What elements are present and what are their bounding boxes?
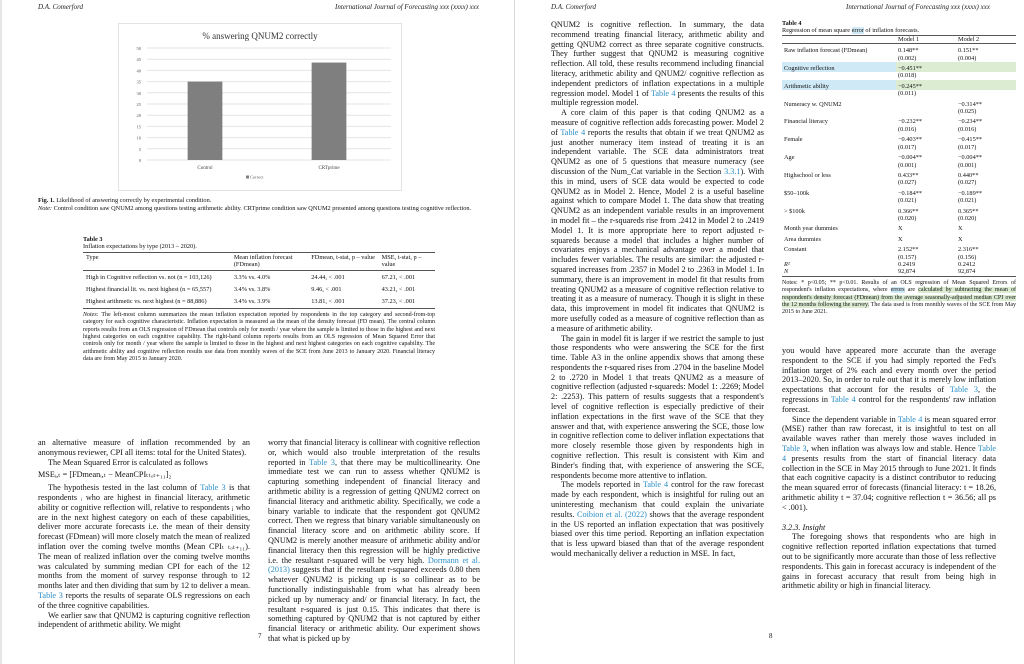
paragraph: The hypothesis tested in the last column of Table 3 is that respondents ᵢ who are highest in financial literacy, arithmetic ability or cognitive reflection will, relative to respondents ⱼ who are in the next highest category on each of these capabilities, deliver more accurate forecasts i.e. the mean of their density forecast (FDmean) will more closely match the mean of realized inflation over the coming twelve months (Mean CPIₜ ₜₒₜ₊₁₁). The mean of realized inflation over the coming twelve months was calculated by summing median CPI for each of the 12 months from the moment of survey response through to 12 months later and then dividing that sum by 12 to deliver a mean. Table 3 reports the results of separate OLS regressions on each of the three cognitive capabilities.	[38, 483, 250, 610]
table-row	[782, 187, 1016, 197]
model-1-se: (0.011)	[898, 90, 917, 98]
section-link[interactable]: 3.3.1	[724, 166, 741, 176]
model-2-coef: −0.234**	[958, 118, 983, 126]
highlighted-word: errors	[890, 287, 905, 294]
table-row-se	[782, 254, 1016, 261]
row-label	[782, 162, 896, 169]
table-row	[782, 233, 1016, 243]
bar-control	[188, 82, 223, 160]
model-2-se	[956, 90, 1016, 97]
row-label: Financial literacy	[784, 118, 828, 126]
table-row-se	[782, 126, 1016, 133]
legend-swatch	[246, 176, 249, 179]
model-1-se: (0.001)	[898, 161, 917, 169]
row-label	[782, 126, 896, 133]
table-3-header: FDmean, t-stat, p – value	[311, 253, 375, 261]
model-2-se: (0.017)	[958, 143, 977, 151]
table-row	[782, 115, 1016, 125]
x-tick-label: Control	[197, 166, 213, 171]
row-label: $50–100k	[784, 189, 810, 197]
chart-title: % answering QNUM2 correctly	[202, 31, 318, 41]
table-4-link[interactable]: Table 4	[650, 88, 676, 98]
table-row	[83, 270, 435, 283]
model-2-se: (0.156)	[958, 253, 977, 261]
table-row	[782, 222, 1016, 232]
row-label: > $100k	[784, 207, 805, 215]
row-label: Highschool or less	[784, 171, 831, 179]
model-1-se: (0.020)	[898, 214, 917, 222]
model-2-coef: −0.415**	[958, 136, 983, 144]
table-row	[782, 151, 1016, 161]
table-row	[782, 44, 1016, 55]
table-3	[83, 236, 435, 364]
model-2-se: (0.021)	[958, 197, 977, 205]
figure-1-caption	[38, 197, 478, 212]
table-3-header: Mean inflation forecast (FDmean)	[233, 253, 293, 269]
model-1-se: (0.016)	[898, 125, 917, 133]
row-label	[782, 179, 896, 186]
coibion-citation-link[interactable]: Coibion et al. (2022)	[577, 509, 647, 519]
table-4-grid	[782, 35, 1016, 277]
table-row-se	[782, 179, 1016, 186]
table-row	[782, 243, 1016, 253]
table-4-header	[782, 35, 896, 43]
running-head-journal: International Journal of Forecasting xxx (xxxx) xxx	[335, 3, 479, 11]
y-tick-label: 10	[136, 135, 141, 141]
model-2-se: (0.001)	[958, 161, 977, 169]
n-row	[782, 268, 1016, 276]
model-1-n: 92,874	[898, 268, 916, 276]
table-4-title: Table 4	[782, 20, 802, 27]
table-row-se	[782, 55, 1016, 62]
table-cell: 13.81, < .001	[311, 298, 345, 306]
bar-chart	[119, 24, 401, 190]
table-4-link[interactable]: Table 4	[642, 480, 669, 490]
page-7-column-2	[268, 438, 480, 644]
figure-note: Control condition saw QNUM2 among questions testing arithmetic ability. CRTprime condition saw QNUM2 presented among questions testing cognitive reflection.	[53, 204, 472, 212]
model-2-coef: 0.365**	[958, 207, 979, 215]
model-2-coef: −0.004**	[958, 154, 983, 162]
table-cell: 37.23, < .001	[381, 298, 416, 306]
notes-text: The left-most column summarizes the mean inflation expectation reported by respondents in the top category and second-from-top category for each cognitive characteristic. Inflation expectation is measured as the mean of the density forecast (FD mean). The central column reports results from an OLS regression of FDmean that controls only for month / year where the sample is limited to those in the highest and next highest categories on each cognitive capability. The right-hand column reports results from an OLS regression of Mean Squared Error that controls only for month / year where the sample is limited to those in the highest and next highest categories on each cognitive capability. The arithmetic ability and cognitive reflection results use data from monthly waves of the SCE from June 2013 to January 2020. Financial literacy data are from May 2015 to January 2020.	[83, 311, 435, 363]
model-1-coef: 2.152**	[898, 246, 919, 254]
model-1-r2: 0.2419	[898, 260, 916, 268]
model-2-se: (0.004)	[958, 54, 977, 62]
table-4-header: Model 1	[898, 35, 920, 43]
table-4-subtitle: Regression of mean square error of inflation forecasts.	[782, 27, 920, 35]
table-row-se	[782, 72, 1016, 79]
model-1-coef: −0.245**	[896, 80, 956, 90]
row-label	[782, 55, 896, 62]
row-label: Age	[784, 154, 795, 162]
model-1-coef: X	[898, 235, 903, 243]
model-2-se: (0.016)	[958, 125, 977, 133]
table-cell: 3.3% vs. 4.0%	[233, 273, 271, 281]
model-2-n: 92,874	[958, 268, 976, 276]
section-heading: 3.2.3. Insight	[782, 522, 826, 532]
paragraph: We earlier saw that QNUM2 is capturing cognitive reflection independent of arithmetic ability. We might	[38, 610, 250, 630]
y-tick-label: 50	[136, 46, 141, 51]
model-2-se: (0.020)	[958, 214, 977, 222]
table-row	[83, 283, 435, 295]
figure-1-chart	[118, 23, 402, 191]
row-label: R²	[784, 260, 790, 268]
table-4-link[interactable]: Table 4	[782, 443, 996, 463]
legend-label: Correct	[250, 174, 264, 180]
table-row	[782, 169, 1016, 179]
y-tick-label: 40	[136, 68, 141, 74]
page-number: 8	[769, 632, 773, 640]
row-label: N	[784, 268, 789, 276]
table-row	[782, 133, 1016, 143]
row-label: Constant	[784, 246, 807, 254]
y-tick-label: 0	[138, 158, 141, 163]
highlighted-sentence: calculated by subtracting the mean of respondent's density forecast (FDmean) from the average seasonally-adjusted median CPI over the 12 months following the survey.	[782, 287, 1017, 308]
table-row-se	[782, 90, 1016, 97]
table-3-notes	[83, 312, 435, 364]
page-7-column-1	[38, 438, 250, 630]
table-row-se	[782, 215, 1016, 222]
paragraph: A core claim of this paper is that coding QNUM2 as a measure of cognitive reflection adds forecasting power. Model 2 of Table 4 reports the results that obtain if we treat QNUM2 as just another numeracy item instead of treating it is an independent variable. The SCE data administrators treat QNUM2 as one of 5 questions that measure numeracy (see discussion of the Num_Cat variable in the Section 3.3.1). With this in mind, users of SCE data would be expected to code QNUM2 as in Model 2. Hence, Model 2 is a useful baseline against which to compare Model 1. The data show that treating QNUM2 as an independent variable results in an improvement in model fit – the r-squareds rise from .2412 in Model 2 to .2419 Model 1. It is more appropriate here to report adjusted r-squareds because a model that includes a higher number of covariates enjoys a mechanical advantage over a model that includes fewer variables. The results are similar: the adjusted r-squared increases from .2357 in Model 2 to .2363 in Model 1. In summary, there is an improvement in model fit that results from treating QNUM2 as a measure of cognitive reflection relative to treating it as a measure of numeracy. Though it is slight in these data, this improvement in model fit indicates that QNUM2 is more usefully coded as a measure of cognitive reflection than as a measure of arithmetic ability.	[551, 108, 764, 333]
table-row-se	[782, 108, 1016, 115]
y-tick-label: 45	[136, 57, 141, 63]
model-1-se: (0.157)	[898, 253, 917, 261]
table-3-link[interactable]: Table 3	[309, 457, 336, 467]
dormann-citation-link[interactable]: Dormann et al. (2013)	[268, 555, 480, 575]
y-tick-label: 30	[136, 90, 141, 96]
page-8-column-2	[782, 346, 996, 591]
table-3-link[interactable]: Table 3	[38, 590, 63, 600]
paragraph: you would have appeared more accurate than the average respondent to the SCE if you had simply reported the Fed's inflation target of 2% each and every month over the period 2013–2020. So, in order to rule out that it is merely low inflation expectations that account for the results of Table 3, the regressions in Table 4 control for the respondents' raw inflation forecast.	[782, 346, 996, 414]
table-4-header: Model 2	[958, 35, 980, 43]
model-2-coef: 2.316**	[958, 246, 979, 254]
table-row	[83, 295, 435, 308]
table-cell: High in Cognitive reflection vs. not (n = 103,126)	[86, 273, 212, 281]
running-head-author: D.A. Comerford	[551, 3, 597, 11]
page-number: 7	[258, 632, 262, 640]
table-3-link[interactable]: Table 3	[200, 483, 226, 493]
model-1-coef: X	[898, 225, 903, 233]
row-label	[782, 197, 896, 204]
row-label: Area dummies	[784, 235, 821, 243]
model-1-coef: −0.451**	[896, 62, 956, 72]
y-tick-label: 20	[136, 113, 141, 119]
model-2-coef: −0.189**	[958, 189, 983, 197]
model-2-coef: −0.314**	[958, 100, 983, 108]
model-1-coef: −0.403**	[898, 136, 923, 144]
table-3-subtitle: Inflation expectations by type (2013 – 2020).	[83, 243, 197, 251]
model-1-coef: 0.366**	[898, 207, 919, 215]
running-head-author: D.A. Comerford	[38, 3, 84, 11]
table-cell: Highest arithmetic vs. next highest (n = 88,886)	[86, 298, 207, 306]
table-3-title: Table 3	[83, 236, 103, 243]
model-1-coef: 0.433**	[898, 171, 919, 179]
model-2-coef: 0.151**	[958, 47, 979, 55]
paragraph: The foregoing shows that respondents who are high in cognitive reflection reported inflation expectations that turned out to be significantly more accurate than those of less reflective respondents. This gain in forecast accuracy is independent of the gains in forecast accuracy that result from being high in arithmetic ability or high in financial literacy.	[782, 532, 996, 591]
table-cell: 9.46, < .001	[311, 286, 342, 294]
model-1-coef	[896, 98, 956, 108]
model-1-coef: −0.184**	[898, 189, 923, 197]
row-label	[782, 72, 896, 79]
model-1-coef: −0.232**	[898, 118, 923, 126]
running-head-journal: International Journal of Forecasting xxx (xxxx) xxx	[846, 3, 990, 11]
bar-crtprime	[312, 63, 347, 160]
table-cell: 43.21, < .001	[381, 286, 416, 294]
paragraph: The Mean Squared Error is calculated as follows	[48, 457, 208, 467]
highlighted-word: error	[851, 27, 864, 35]
model-2-se: (0.025)	[958, 108, 977, 116]
paragraph: Since the dependent variable in Table 4 is mean squared error (MSE) rather than raw forecast, it is insightful to test on all available waves rather than merely those waves included in Table 3, when inflation was always low and stable. Hence Table 4 presents results from the start of financial literacy data collection in the SCE in May 2015 through to June 2021. It finds that each cognitive capacity is a distinct contributor to reducing the mean squared error of forecasts (financial literacy: t = 18.26, arithmetic ability t = 37.04; cognitive reflection t = 36.56; all ps < .001).	[782, 414, 996, 512]
paragraph: worry that financial literacy is collinear with cognitive reflection or, which would also trouble interpretation of the results reported in Table 3, that there may be multicollinearity. One immediate test we can run to assess whether QNUM2 is capturing something independent of financial literacy and arithmetic ability is a regression of getting QNUM2 correct on financial literacy and arithmetic ability. Specifically, we code a binary variable to indicate that the respondent got QNUM2 correct. Then we regress that binary variable simultaneously on financial literacy score and on arithmetic ability score. If QNUM2 is merely another measure of arithmetic ability and/or financial literacy then this regression will be highly predictive i.e. the resultant r-squared will be very high. Dormann et al. (2013) suggests that if the resultant r-squared exceeds 0.80 then whatever QNUM2 is picking up is so collinear as to be functionally indistinguishable from what has already been picked up by numeracy and/ or financial literacy. In fact, the resultant r-squared is just 0.15. This indicates that there is something captured by QNUM2 that is not captured by either financial literacy or arithmetic ability. Our experiment shows that what is picked up by	[268, 438, 480, 643]
x-tick-label: CRTprime	[318, 166, 340, 171]
paragraph: an alternative measure of inflation recommended by an anonymous reviewer, CPI all items: total for the United States).	[38, 438, 250, 457]
table-cell: 67.21, < .001	[381, 273, 416, 281]
table-4	[782, 20, 1016, 317]
paragraph: QNUM2 is cognitive reflection. In summary, the data recommend treating financial literacy, arithmetic ability and getting QNUM2 correct as three separate cognitive constructs. They further suggest that QNUM2 is measuring cognitive reflection. All told, these results recommend including financial literacy, arithmetic ability and QNUM2/ cognitive reflection as independent predictors of inflation expectations in a multiple regression model. Model 1 of Table 4 presents the results of this multiple regression model.	[551, 20, 764, 108]
row-label	[782, 108, 896, 115]
model-2-coef: 0.440**	[958, 171, 979, 179]
row-label: Female	[784, 136, 803, 144]
table-3-link[interactable]: Table 3	[949, 385, 978, 395]
mse-formula: MSEᵢ,ₜ = [FDmeanᵢ,ₜ − MeanCPIₜₜₒₜ₊₁₁]₂	[38, 470, 172, 480]
model-2-coef: X	[958, 225, 963, 233]
table-cell: 24.44, < .001	[311, 273, 345, 281]
model-1-se: (0.021)	[898, 197, 917, 205]
row-label: Month year dummies	[784, 225, 838, 233]
paragraph: The models reported in Table 4 control for the raw forecast made by each respondent, which is insightful for ruling out an uninteresting mechanism that could explain the univariate results. Coibion et al. (2022) shows that the average respondent in the US reported an inflation expectation that was positively biased over this time period. Reporting an inflation expectation that is less upward biased than that of the average respondent would mechanically deliver a reduction in MSE. In fact,	[551, 480, 764, 559]
table-cell: 3.4% vs. 3.9%	[233, 298, 271, 306]
table-row-se	[782, 197, 1016, 204]
row-label	[782, 254, 896, 261]
figure-label: Fig. 1.	[38, 197, 55, 204]
table-4-link[interactable]: Table 4	[897, 414, 923, 424]
figure-note-label: Note:	[38, 204, 52, 212]
row-label: Cognitive reflection	[782, 62, 896, 72]
table-row-se	[782, 162, 1016, 169]
notes-label: Notes:	[83, 311, 99, 318]
row-label	[782, 144, 896, 151]
page-8-column-1	[551, 20, 764, 559]
table-4-link[interactable]: Table 4	[830, 394, 856, 404]
table-3-grid	[83, 252, 435, 309]
table-3-header: Type	[86, 253, 99, 261]
model-1-se: (0.002)	[898, 54, 917, 62]
r-squared-row	[782, 261, 1016, 268]
table-3-header: MSE, t-stat, p – value	[381, 253, 422, 269]
figure-title: Likelihood of answering correctly by experimental condition.	[56, 197, 212, 204]
table-cell: 3.4% vs. 3.8%	[233, 286, 271, 294]
table-4-notes: Notes: * p<0.05; ** p<0.01. Results of an OLS regression of Mean Squared Errors of respondent's inflation expectations, where errors are calculated by subtracting the mean of respondent's density forecast (FDmean) from the average seasonally-adjusted median CPI over the 12 months following the survey. The data used is from monthly waves of the SCE from May 2015 to June 2021.	[782, 279, 1017, 316]
table-row	[782, 205, 1016, 215]
model-1-se: (0.017)	[898, 143, 917, 151]
row-label: Numeracy w. QNUM2	[784, 100, 842, 108]
y-tick-label: 5	[138, 146, 141, 152]
row-label: Raw inflation forecast (FDmean)	[784, 47, 868, 55]
table-row-se	[782, 144, 1016, 151]
model-1-se: (0.027)	[898, 179, 917, 187]
model-1-coef: 0.148**	[898, 47, 919, 55]
y-tick-label: 25	[136, 102, 141, 107]
model-2-coef	[956, 62, 1016, 72]
model-2-r2: 0.2412	[958, 260, 976, 268]
row-label	[782, 90, 896, 97]
row-label: Arithmetic ability	[782, 80, 896, 90]
model-1-se: (0.018)	[898, 72, 917, 80]
model-1-se	[896, 108, 956, 115]
table-3-link[interactable]: Table 3	[782, 443, 807, 453]
table-row	[782, 80, 1016, 90]
table-row	[782, 62, 1016, 72]
model-2-se: (0.027)	[958, 179, 977, 187]
row-label	[782, 215, 896, 222]
table-cell: Highest financial lit. vs. next highest (n = 65,557)	[86, 286, 212, 294]
y-tick-label: 35	[136, 79, 141, 85]
model-1-coef: −0.004**	[898, 154, 923, 162]
paragraph: The gain in model fit is larger if we restrict the sample to just those respondents who were answering the SCE for the first time. Table A3 in the online appendix shows that among these respondents the r-squared rises from .2704 in the baseline Model 2 to .2720 in Model 1 that treats QNUM2 as a measure of cognitive reflection (adjusted r-squareds: Model 1: .2269; Model 2: .2253). This pattern of results suggests that a respondent's level of cognitive reflection is especially predictive of their inflation expectations in the first wave of the SCE that they answer and that, with experience answering the SCE, those low in cognitive reflection come to deliver inflation expectations that more closely resemble those given by respondents high in cognitive reflection. This result is consistent with Kim and Binder's finding that, with experience of answering the SCE, respondents become more attentive to inflation.	[551, 333, 764, 480]
model-2-coef: X	[958, 235, 963, 243]
table-row	[782, 98, 1016, 108]
model-2-coef	[956, 80, 1016, 90]
model-2-se	[956, 72, 1016, 79]
table-4-link[interactable]: Table 4	[560, 127, 586, 137]
y-tick-label: 15	[136, 124, 141, 130]
